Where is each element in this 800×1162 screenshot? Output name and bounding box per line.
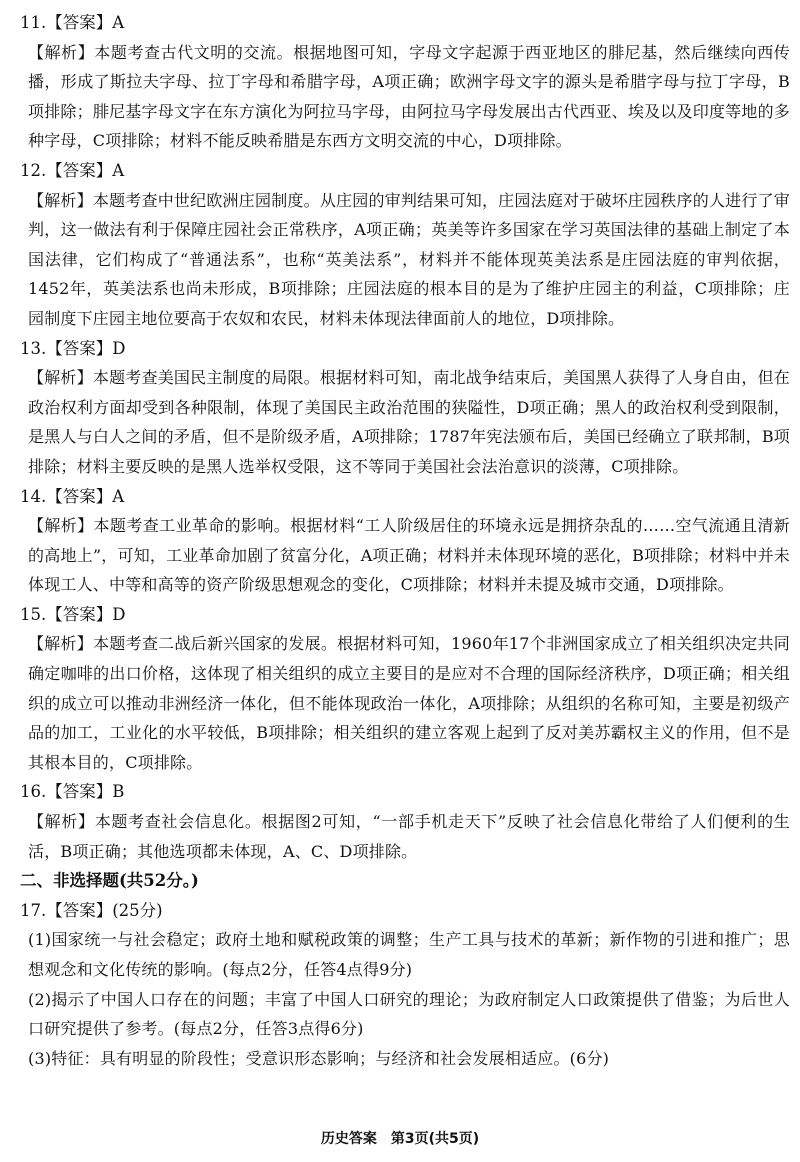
answer-item-13 <box>20 334 790 482</box>
answer-item-12 <box>20 156 790 334</box>
answer-label: 17.【答案】(25分) <box>20 900 163 920</box>
page-footer: 历史答案 第3页(共5页) <box>320 1131 480 1147</box>
answer-item-15 <box>20 600 790 778</box>
analysis-text: 【解析】本题考查美国民主制度的局限。根据材料可知，南北战争结束后，美国黑人获得了人身自由，但在政治权利方面却受到各种限制，体现了美国民主政治范围的狭隘性，D项正确；黑人的政治权利受到限制，是黑人与白人之间的矛盾，但不是阶级矛盾，A项排除；1787年宪法颁布后，美国已经确立了联邦制，B项排除；材料主要反映的是黑人选举权受限，这不等同于美国社会法治意识的淡薄，C项排除。 <box>28 368 790 476</box>
section-title: 二、非选择题(共52分。) <box>20 871 199 891</box>
answer-label: 14.【答案】A <box>20 486 125 506</box>
answer-item-14 <box>20 482 790 600</box>
answer-item-17 <box>20 896 790 1074</box>
answer-label: 13.【答案】D <box>20 338 126 358</box>
analysis-text: 【解析】本题考查二战后新兴国家的发展。根据材料可知，1960年17个非洲国家成立了相关组织决定共同确定咖啡的出口价格，这体现了相关组织的成立主要目的是应对不合理的国际经济秩序，D项正确；相关组织的成立可以推动非洲经济一体化，但不能体现政治一体化，A项排除；从组织的名称可知，主要是初级产品的加工，工业化的水平较低，B项排除；相关组织的建立客观上起到了反对美苏霸权主义的作用，但不是其根本目的，C项排除。 <box>28 634 790 772</box>
analysis-text: 【解析】本题考查中世纪欧洲庄园制度。从庄园的审判结果可知，庄园法庭对于破坏庄园秩序的人进行了审判，这一做法有利于保障庄园社会正常秩序，A项正确；英美等许多国家在学习英国法律的基础上制定了本国法律，它们构成了“普通法系”，也称“英美法系”，材料并不能体现英美法系是庄园法庭的审判依据，1452年，英美法系也尚未形成，B项排除；庄园法庭的根本目的是为了维护庄园主的利益，C项排除；庄园制度下庄园主地位要高于农奴和农民，材料未体现法律面前人的地位，D项排除。 <box>28 190 790 328</box>
answer-part-2: (2)揭示了中国人口存在的问题；丰富了中国人口研究的理论；为政府制定人口政策提供了借鉴；为后世人口研究提供了参考。(每点2分，任答3点得6分) <box>28 989 790 1039</box>
answer-label: 15.【答案】D <box>20 604 126 624</box>
answer-label: 16.【答案】B <box>20 782 125 802</box>
answer-part-1: (1)国家统一与社会稳定；政府土地和赋税政策的调整；生产工具与技术的革新；新作物的引进和推广；思想观念和文化传统的影响。(每点2分，任答4点得9分) <box>28 930 790 979</box>
analysis-text: 【解析】本题考查古代文明的交流。根据地图可知，字母文字起源于西亚地区的腓尼基，然后继续向西传播，形成了斯拉夫字母、拉丁字母和希腊字母，A项正确；欧洲字母文字的源头是希腊字母与拉丁字母，B项排除；腓尼基字母文字在东方演化为阿拉马字母，由阿拉马字母发展出古代西亚、埃及以及印度等地的多种字母，C项排除；材料不能反映希腊是东西方文明交流的中心，D项排除。 <box>28 42 790 151</box>
answer-item-11 <box>20 8 790 156</box>
answer-part-3: (3)特征：具有明显的阶段性；受意识形态影响；与经济和社会发展相适应。(6分) <box>28 1048 610 1068</box>
answer-label: 11.【答案】A <box>20 13 125 32</box>
analysis-text: 【解析】本题考查工业革命的影响。根据材料“工人阶级居住的环境永远是拥挤杂乱的……空气流通且清新的高地上”，可知，工业革命加剧了贫富分化，A项正确；材料并未体现环境的恶化，B项排除；材料中并未体现工人、中等和高等的资产阶级思想观念的变化，C项排除；材料并未提及城市交通，D项排除。 <box>28 516 790 595</box>
answer-label: 12.【答案】A <box>20 160 125 180</box>
answer-item-16 <box>20 777 790 866</box>
answer-content <box>20 8 790 1073</box>
analysis-text: 【解析】本题考查社会信息化。根据图2可知，“一部手机走天下”反映了社会信息化带给了人们便利的生活，B项正确；其他选项都未体现，A、C、D项排除。 <box>28 812 790 861</box>
